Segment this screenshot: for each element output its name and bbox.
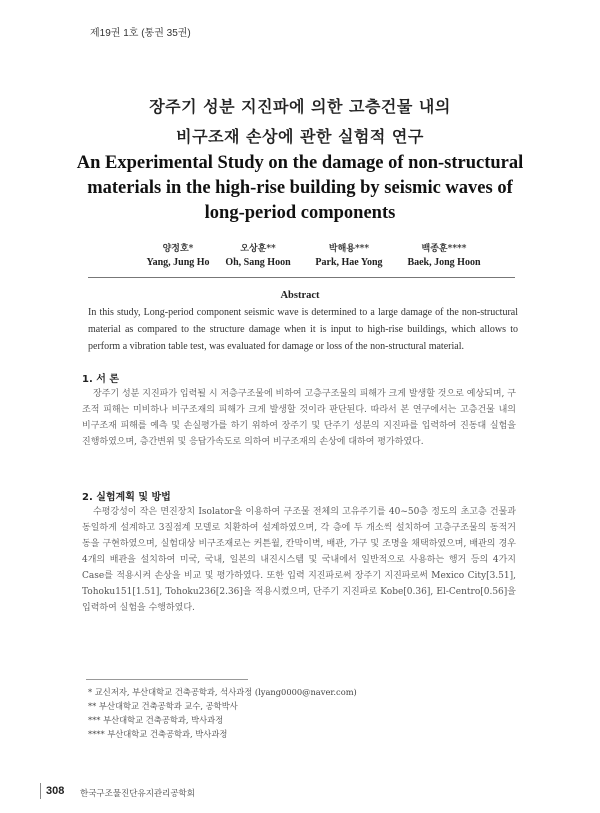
footnote-1: * 교신저자, 부산대학교 건축공학과, 석사과정 (lyang0000@naver.com) (88, 687, 357, 697)
author-english-name: Oh, Sang Hoon (225, 257, 291, 268)
footnote-3: *** 부산대학교 건축공학과, 박사과정 (88, 715, 224, 725)
abstract-body: In this study, Long-period component seismic wave is determined to a large damage of the non-structural material as compared to the structure damage when it is input to high-rise buildings, which allows to perform a vibration table test, was evaluated for damage or loss of the non-structural material. (88, 307, 518, 352)
section-body-methods: 수평강성이 작은 면진장치 Isolator을 이용하여 구조물 전체의 고유주기를 40~50층 정도의 초고층 건물과 동일하게 설계하고 3질점계 모델로 치환하여 설계하였으며, 각 층에 두 개소씩 설치하여 고층구조물의 동적거동을 구현하였으며, 실험대상 비구조재로는 커튼월, 칸막이벽, 배관, 가구 및 조명을 채택하였으며, 배관의 경우 4개의 배관을 설치하여 미국, 국내, 일본의 내진시스템 및 국내에서 일반적으로 사용하는 행거 등의 4가지 Case를 적용시켜 손상을 비교 및 평가하였다. 또한 입력 지진파로써 장주기 지진파로써 Mexico City[3.51], Tohoku151[1.51], Tohoku236[2.36]을 적용시켰으며, 단주기 지진파로 Kobe[0.36], El-Centro[0.56]을 입력하여 실험을 수행하였다. (82, 507, 516, 613)
footnote-divider (86, 679, 248, 680)
section-heading-methods: 2. 실험계획 및 방법 (82, 492, 171, 503)
journal-issue-header: 제19권 1호 (통권 35권) (90, 28, 191, 39)
english-title-line-2: materials in the high-rise building by seismic waves of (87, 178, 513, 198)
author-english-name: Baek, Jong Hoon (407, 257, 481, 268)
section-body-introduction: 장주기 성분 지진파가 입력될 시 저층구조물에 비하여 고층구조물의 피해가 크게 발생할 것으로 예상되며, 구조적 피해는 미비하나 비구조재의 피해가 크게 발생할 것이라 판단된다. 따라서 본 연구에서는 고층건물 내의 비구조재 피해를 예측 및 손실평가를 하기 위하여 장주기 및 단주기 성분의 지진파를 입력하여 진동대 실험을 진행하였으며, 층간변위 및 응답가속도로 의하여 비구조재의 손상에 대하여 평가하였다. (82, 389, 516, 447)
author-divider (88, 277, 515, 278)
author-english-name: Yang, Jung Ho (146, 257, 210, 268)
english-title-line-1: An Experimental Study on the damage of non-structural (76, 153, 524, 173)
section-heading-introduction: 1. 서 론 (82, 374, 120, 385)
author-korean-name: 박해용*** (328, 244, 370, 254)
author-4 (384, 242, 504, 270)
author-korean-name: 양정호* (162, 244, 194, 254)
korean-title-line-1: 장주기 성분 지진파에 의한 고층건물 내의 (149, 97, 451, 116)
author-korean-name: 백종훈**** (421, 244, 467, 254)
page-number-bar (40, 783, 41, 799)
footnote-2: ** 부산대학교 건축공학과 교수, 공학박사 (88, 701, 238, 711)
author-english-name: Park, Hae Yong (315, 257, 383, 268)
english-title-line-3: long-period components (204, 203, 396, 223)
page-number: 308 (46, 785, 65, 797)
author-korean-name: 오상훈** (240, 244, 276, 254)
journal-name: 한국구조물진단유지관리공학회 (80, 789, 195, 799)
abstract-heading: Abstract (280, 290, 320, 301)
korean-title-line-2: 비구조재 손상에 관한 실험적 연구 (176, 127, 424, 146)
footnote-4: **** 부산대학교 건축공학과, 박사과정 (88, 729, 228, 739)
